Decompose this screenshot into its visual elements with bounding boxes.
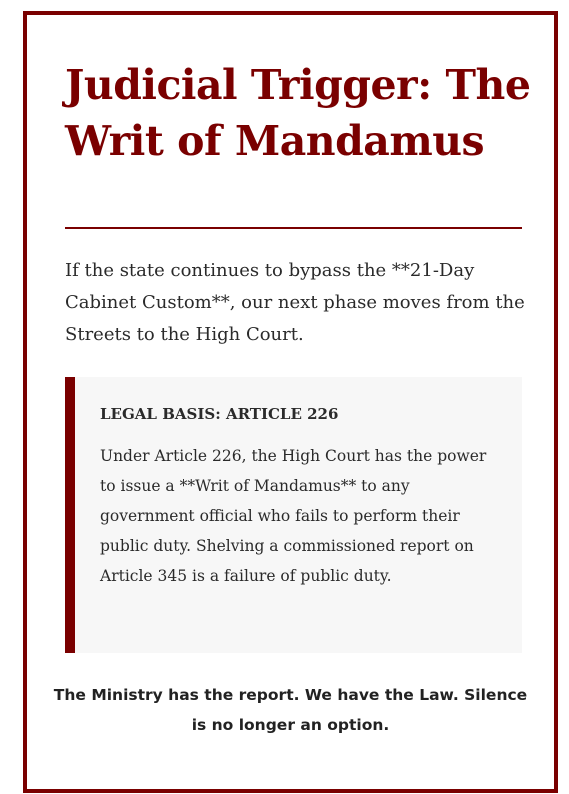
callout-heading: LEGAL BASIS: ARTICLE 226	[100, 405, 339, 423]
title-divider	[65, 227, 522, 229]
page-title: Judicial Trigger: The Writ of Mandamus	[65, 61, 531, 165]
callout-body: Under Article 226, the High Court has the power to issue a **Writ of Mandamus** to any government official who fails to perform their public duty. Shelving a commissioned report on Article 345 is a failure of public duty.	[100, 447, 487, 585]
legal-basis-callout	[65, 377, 522, 653]
closing-statement: The Ministry has the report. We have the Law. Silence is no longer an option.	[53, 686, 528, 734]
document-card	[23, 11, 558, 793]
intro-paragraph: If the state continues to bypass the **21-Day Cabinet Custom**, our next phase moves from the Streets to the High Court.	[65, 260, 525, 345]
